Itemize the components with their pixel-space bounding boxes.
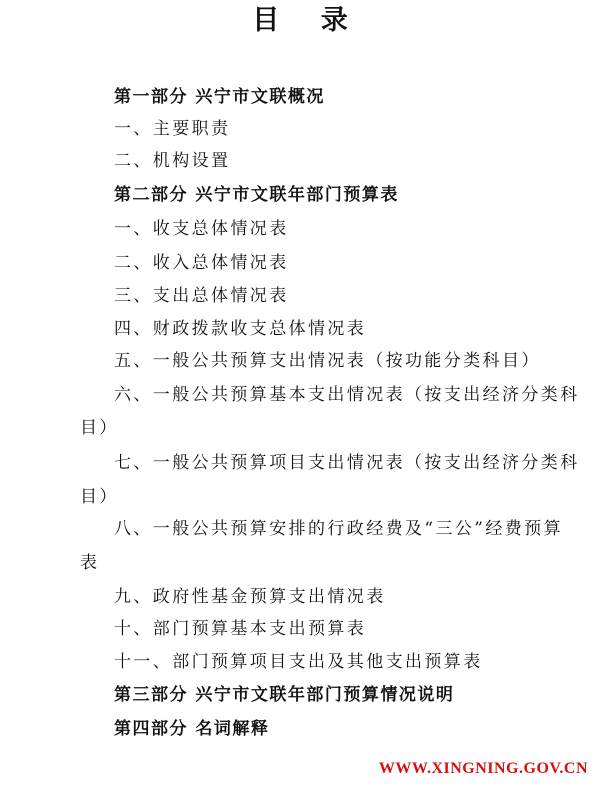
toc-item-admin-three-public-line1[interactable]: 八、一般公共预算安排的行政经费及“三公”经费预算 — [114, 519, 563, 539]
toc-item-public-budget-function[interactable]: 五、一般公共预算支出情况表（按功能分类科目） — [114, 351, 541, 371]
toc-item-public-budget-basic-line2[interactable]: 目） — [80, 418, 119, 438]
toc-item-dept-project-expense[interactable]: 十一、部门预算项目支出及其他支出预算表 — [114, 652, 483, 672]
toc-part-1[interactable]: 第一部分 兴宁市文联概况 — [114, 87, 325, 107]
toc-item-admin-three-public-line2[interactable]: 表 — [80, 553, 100, 573]
toc-part-4[interactable]: 第四部分 名词解释 — [114, 719, 270, 739]
toc-item-organization[interactable]: 二、机构设置 — [114, 151, 231, 171]
page-title: 目 录 — [252, 5, 364, 36]
toc-item-revenue-overall[interactable]: 二、收入总体情况表 — [114, 253, 289, 273]
toc-item-public-budget-basic-line1[interactable]: 六、一般公共预算基本支出情况表（按支出经济分类科 — [114, 385, 580, 405]
site-watermark: WWW.XINGNING.GOV.CN — [378, 760, 588, 777]
toc-item-expense-overall[interactable]: 三、支出总体情况表 — [114, 286, 289, 306]
toc-part-2[interactable]: 第二部分 兴宁市文联年部门预算表 — [114, 185, 399, 205]
toc-item-fiscal-allocation[interactable]: 四、财政拨款收支总体情况表 — [114, 319, 367, 339]
toc-item-revenue-expense-overall[interactable]: 一、收支总体情况表 — [114, 219, 289, 239]
toc-item-public-budget-project-line2[interactable]: 目） — [80, 487, 119, 507]
toc-item-public-budget-project-line1[interactable]: 七、一般公共预算项目支出情况表（按支出经济分类科 — [114, 453, 580, 473]
toc-item-government-fund[interactable]: 九、政府性基金预算支出情况表 — [114, 587, 386, 607]
toc-item-main-duties[interactable]: 一、主要职责 — [114, 119, 231, 139]
toc-item-dept-basic-expense[interactable]: 十、部门预算基本支出预算表 — [114, 619, 367, 639]
toc-part-3[interactable]: 第三部分 兴宁市文联年部门预算情况说明 — [114, 685, 455, 705]
